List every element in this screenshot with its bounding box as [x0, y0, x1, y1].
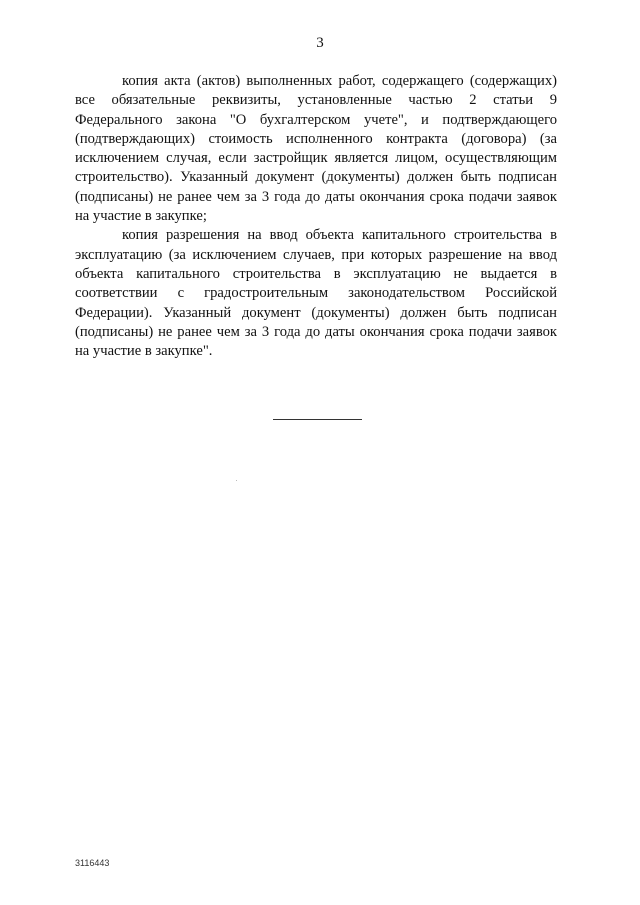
scan-speck — [236, 480, 237, 481]
end-divider — [273, 419, 362, 420]
document-code: 3116443 — [75, 858, 110, 868]
paragraph-permit-copy: копия разрешения на ввод объекта капитального строительства в эксплуатацию (за исключением случаев, при которых разрешение на ввод объекта капитального строительства в эксплуатацию не выдается в соответствии с градостроительным законодательством Российской Федерации). Указанный документ (документы) должен быть подписан (подписаны) не ранее чем за 3 года до даты окончания срока подачи заявок на участие в закупке". — [75, 227, 557, 360]
document-body — [75, 72, 557, 361]
page-number: 3 — [316, 35, 324, 51]
paragraph-act-copy: копия акта (актов) выполненных работ, содержащего (содержащих) все обязательные реквизиты, установленные частью 2 статьи 9 Федерального закона "О бухгалтерском учете", и подтверждающего (подтверждающих) стоимость исполненного контракта (договора) (за исключением случая, если застройщик является лицом, осуществляющим строительство). Указанный документ (документы) должен быть подписан (подписаны) не ранее чем за 3 года до даты окончания срока подачи заявок на участие в закупке; — [75, 73, 557, 225]
